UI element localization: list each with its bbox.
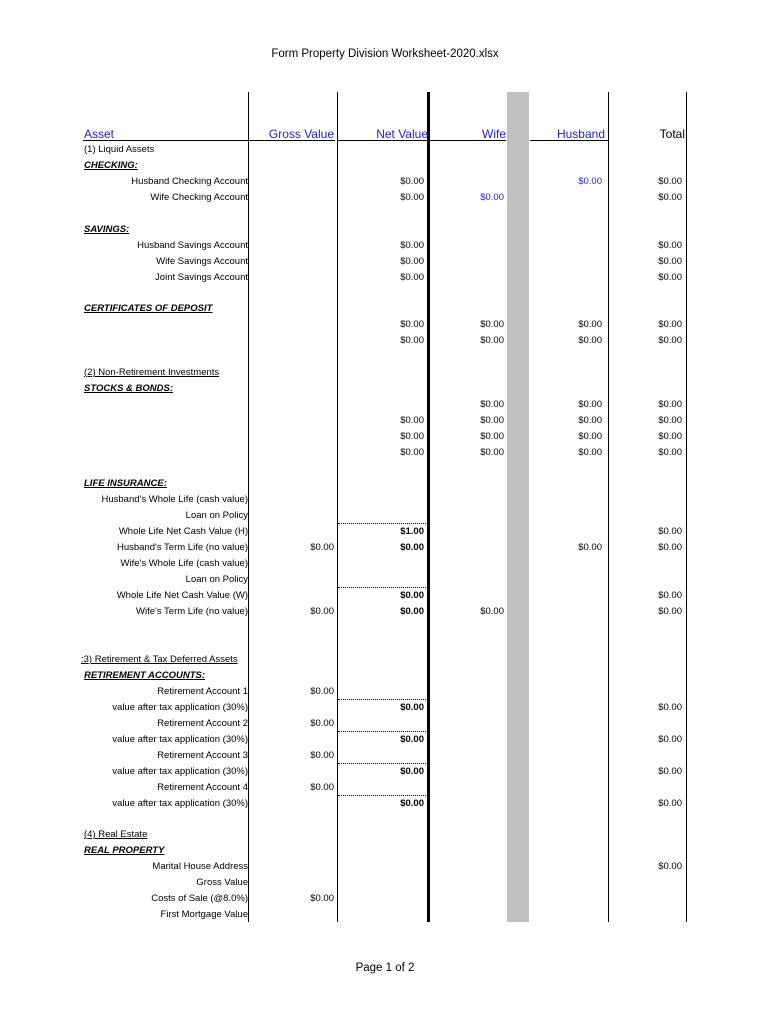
husband-value: $0.00 xyxy=(578,447,602,458)
net-value: $0.00 xyxy=(400,335,424,346)
net-value: $1.00 xyxy=(400,526,424,537)
net-value: $0.00 xyxy=(400,192,424,203)
row-label: Whole Life Net Cash Value (W) xyxy=(116,590,248,601)
row-label: Joint Savings Account xyxy=(155,272,248,283)
total-value: $0.00 xyxy=(658,415,682,426)
row-label: Costs of Sale (@8.0%) xyxy=(151,893,248,904)
total-value: $0.00 xyxy=(658,734,682,745)
row-label: Marital House Address xyxy=(152,861,248,872)
row-label: value after tax application (30%) xyxy=(112,702,248,713)
gross-value: $0.00 xyxy=(310,718,334,729)
total-value: $0.00 xyxy=(658,256,682,267)
wife-value: $0.00 xyxy=(480,415,504,426)
net-value: $0.00 xyxy=(400,702,424,713)
gross-value: $0.00 xyxy=(310,893,334,904)
section-non-retirement-investments: (2) Non-Retirement Investments xyxy=(84,367,220,378)
total-value: $0.00 xyxy=(658,176,682,187)
gross-value: $0.00 xyxy=(310,686,334,697)
row-label: Husband's Whole Life (cash value) xyxy=(101,494,248,505)
gross-value: $0.00 xyxy=(310,606,334,617)
total-value: $0.00 xyxy=(658,399,682,410)
wife-value: $0.00 xyxy=(480,431,504,442)
husband-value: $0.00 xyxy=(578,431,602,442)
net-value: $0.00 xyxy=(400,176,424,187)
header-husband: Husband xyxy=(556,127,605,141)
gross-value: $0.00 xyxy=(310,542,334,553)
total-value: $0.00 xyxy=(658,861,682,872)
row-label: Gross Value xyxy=(196,877,248,888)
wife-value: $0.00 xyxy=(480,447,504,458)
net-value: $0.00 xyxy=(400,766,424,777)
husband-value: $0.00 xyxy=(578,542,602,553)
total-value: $0.00 xyxy=(658,319,682,330)
row-label: Loan on Policy xyxy=(185,574,248,585)
wife-value: $0.00 xyxy=(480,606,504,617)
row-label: value after tax application (30%) xyxy=(112,798,248,809)
subsection-life-insurance: LIFE INSURANCE: xyxy=(84,478,167,489)
total-value: $0.00 xyxy=(658,240,682,251)
row-label: value after tax application (30%) xyxy=(112,734,248,745)
net-value: $0.00 xyxy=(400,590,424,601)
gross-value: $0.00 xyxy=(310,782,334,793)
column-rule-asset xyxy=(248,92,249,922)
net-value: $0.00 xyxy=(400,240,424,251)
husband-value: $0.00 xyxy=(578,176,602,187)
row-label: Wife Savings Account xyxy=(156,256,248,267)
row-label: Husband Savings Account xyxy=(137,240,248,251)
row-label: Whole Life Net Cash Value (H) xyxy=(118,526,248,537)
column-rule-total xyxy=(686,92,687,922)
row-label: Loan on Policy xyxy=(185,510,248,521)
net-value: $0.00 xyxy=(400,734,424,745)
net-value: $0.00 xyxy=(400,542,424,553)
shaded-separator-column xyxy=(507,92,529,922)
row-label: Retirement Account 2 xyxy=(157,718,248,729)
net-value: $0.00 xyxy=(400,447,424,458)
row-label: Wife's Term Life (no value) xyxy=(136,606,248,617)
wife-value: $0.00 xyxy=(480,335,504,346)
total-value: $0.00 xyxy=(658,542,682,553)
total-value: $0.00 xyxy=(658,272,682,283)
column-rule-husband xyxy=(608,92,609,922)
row-label: Wife Checking Account xyxy=(150,192,248,203)
section-real-estate: (4) Real Estate xyxy=(84,829,148,840)
total-value: $0.00 xyxy=(658,447,682,458)
total-value: $0.00 xyxy=(658,606,682,617)
document-title: Form Property Division Worksheet-2020.xlsx xyxy=(271,48,499,60)
total-value: $0.00 xyxy=(658,526,682,537)
total-value: $0.00 xyxy=(658,431,682,442)
row-label: Retirement Account 4 xyxy=(157,782,248,793)
header-wife: Wife xyxy=(482,127,506,141)
total-value: $0.00 xyxy=(658,798,682,809)
gross-value: $0.00 xyxy=(310,750,334,761)
row-label: Husband's Term Life (no value) xyxy=(116,542,248,553)
section-liquid-assets: (1) Liquid Assets xyxy=(84,144,155,155)
husband-value: $0.00 xyxy=(578,399,602,410)
section-retirement-assets: :3) Retirement & Tax Deferred Assets xyxy=(81,654,238,665)
net-value: $0.00 xyxy=(400,256,424,267)
net-value: $0.00 xyxy=(400,319,424,330)
row-label: Retirement Account 3 xyxy=(157,750,248,761)
net-value: $0.00 xyxy=(400,431,424,442)
subsection-real-property: REAL PROPERTY xyxy=(84,845,165,856)
total-value: $0.00 xyxy=(658,335,682,346)
row-label: Wife's Whole Life (cash value) xyxy=(120,558,248,569)
total-value: $0.00 xyxy=(658,702,682,713)
total-value: $0.00 xyxy=(658,192,682,203)
total-value: $0.00 xyxy=(658,766,682,777)
net-value: $0.00 xyxy=(400,606,424,617)
wife-value: $0.00 xyxy=(480,319,504,330)
wife-value: $0.00 xyxy=(480,399,504,410)
row-label: Husband Checking Account xyxy=(131,176,248,187)
wife-value: $0.00 xyxy=(480,192,504,203)
subsection-savings: SAVINGS: xyxy=(84,224,130,235)
subsection-retirement-accounts: RETIREMENT ACCOUNTS: xyxy=(84,670,206,681)
husband-value: $0.00 xyxy=(578,335,602,346)
header-total: Total xyxy=(659,127,685,141)
net-value: $0.00 xyxy=(400,415,424,426)
row-label: Retirement Account 1 xyxy=(157,686,248,697)
subsection-checking: CHECKING: xyxy=(84,160,138,171)
header-net-value: Net Value xyxy=(376,127,428,141)
net-value: $0.00 xyxy=(400,272,424,283)
row-label: value after tax application (30%) xyxy=(112,766,248,777)
total-value: $0.00 xyxy=(658,590,682,601)
header-asset: Asset xyxy=(84,127,115,141)
page-number: Page 1 of 2 xyxy=(355,962,415,974)
row-label: First Mortgage Value xyxy=(160,909,248,920)
net-value: $0.00 xyxy=(400,798,424,809)
husband-value: $0.00 xyxy=(578,319,602,330)
header-gross-value: Gross Value xyxy=(268,127,334,141)
subsection-certificates-of-deposit: CERTIFICATES OF DEPOSIT xyxy=(84,303,213,314)
subsection-stocks-bonds: STOCKS & BONDS: xyxy=(84,383,174,394)
husband-value: $0.00 xyxy=(578,415,602,426)
